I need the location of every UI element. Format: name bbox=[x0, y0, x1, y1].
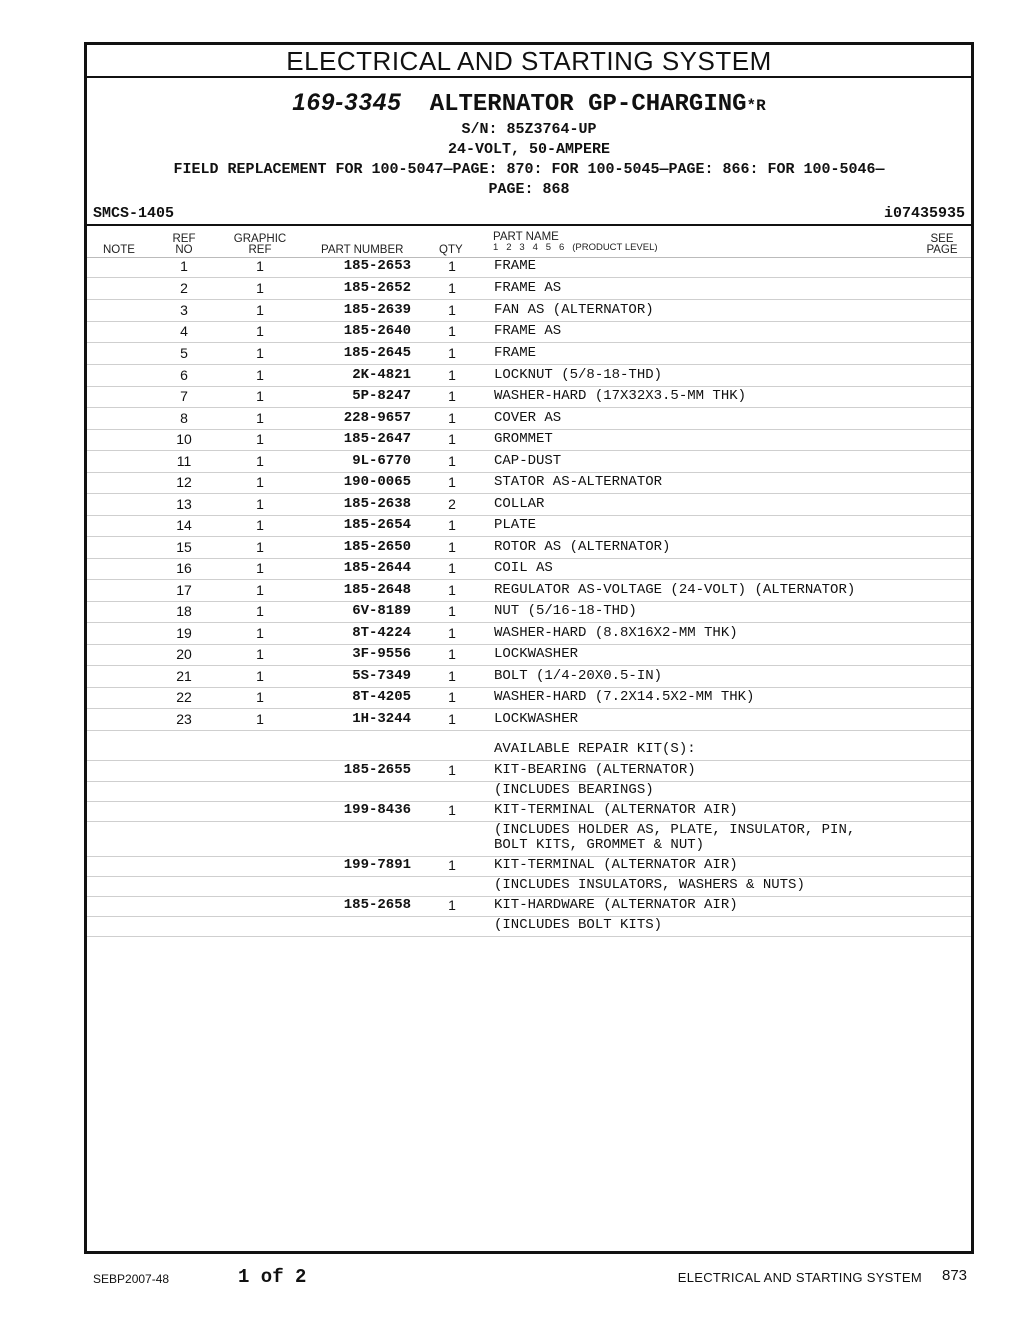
part-name: WASHER-HARD (7.2X14.5X2-MM THK) bbox=[494, 689, 755, 705]
part-name: AVAILABLE REPAIR KIT(S): bbox=[494, 741, 696, 757]
ref-no: 3 bbox=[180, 302, 188, 318]
part-name: KIT-TERMINAL (ALTERNATOR AIR) bbox=[494, 857, 738, 873]
part-name: KIT-BEARING (ALTERNATOR) bbox=[494, 762, 696, 778]
part-name: REGULATOR AS-VOLTAGE (24-VOLT) (ALTERNATOR) bbox=[494, 582, 856, 598]
qty: 1 bbox=[448, 367, 456, 383]
table-row bbox=[87, 387, 971, 408]
graphic-ref: 1 bbox=[256, 689, 264, 705]
part-number: 185-2647 bbox=[343, 431, 411, 447]
part-number: 6V-8189 bbox=[352, 603, 411, 619]
col-part-name: PART NAME bbox=[493, 231, 559, 243]
part-number: 1H-3244 bbox=[352, 711, 411, 727]
table-row bbox=[87, 709, 971, 731]
qty: 1 bbox=[448, 280, 456, 296]
col-see-top: SEE bbox=[930, 233, 954, 245]
part-name: WASHER-HARD (17X32X3.5-MM THK) bbox=[494, 388, 747, 404]
part-name: FRAME bbox=[494, 258, 537, 274]
table-row bbox=[87, 666, 971, 688]
group-title-line bbox=[87, 89, 971, 120]
section-title: ELECTRICAL AND STARTING SYSTEM bbox=[87, 45, 971, 78]
table-row bbox=[87, 822, 971, 857]
qty: 1 bbox=[448, 625, 456, 641]
graphic-ref: 1 bbox=[256, 496, 264, 512]
ref-no: 6 bbox=[180, 367, 188, 383]
graphic-ref: 1 bbox=[256, 668, 264, 684]
table-row bbox=[87, 365, 971, 387]
footer-section: ELECTRICAL AND STARTING SYSTEM bbox=[677, 1270, 922, 1285]
col-ref-bottom: NO bbox=[175, 244, 193, 256]
part-name: KIT-HARDWARE (ALTERNATOR AIR) bbox=[494, 897, 738, 913]
part-name: (INCLUDES BOLT KITS) bbox=[494, 917, 663, 933]
part-number: 185-2652 bbox=[343, 280, 411, 296]
ref-no: 8 bbox=[180, 410, 188, 426]
table-row bbox=[87, 897, 971, 917]
part-name: LOCKWASHER bbox=[494, 646, 579, 662]
graphic-ref: 1 bbox=[256, 625, 264, 641]
qty: 1 bbox=[448, 302, 456, 318]
graphic-ref: 1 bbox=[256, 474, 264, 490]
col-graphic-bottom: REF bbox=[248, 244, 272, 256]
part-number: 185-2640 bbox=[343, 323, 411, 339]
ref-no: 1 bbox=[180, 258, 188, 274]
ref-no: 20 bbox=[176, 646, 192, 662]
graphic-ref: 1 bbox=[256, 345, 264, 361]
table-row bbox=[87, 645, 971, 666]
serial-range: S/N: 85Z3764-UP bbox=[461, 121, 597, 138]
ref-no: 5 bbox=[180, 345, 188, 361]
qty: 1 bbox=[448, 431, 456, 447]
ref-no: 4 bbox=[180, 323, 188, 339]
table-row bbox=[87, 537, 971, 559]
col-qty: QTY bbox=[439, 244, 463, 256]
replacement-note-line2: PAGE: 868 bbox=[488, 181, 570, 198]
qty: 1 bbox=[448, 689, 456, 705]
table-row bbox=[87, 782, 971, 802]
graphic-ref: 1 bbox=[256, 539, 264, 555]
part-name: COLLAR bbox=[494, 496, 545, 512]
ref-no: 21 bbox=[176, 668, 192, 684]
qty: 1 bbox=[448, 345, 456, 361]
part-number: 199-8436 bbox=[343, 802, 411, 818]
part-name: (INCLUDES INSULATORS, WASHERS & NUTS) bbox=[494, 877, 805, 893]
header-divider bbox=[87, 224, 971, 226]
part-name: FRAME AS bbox=[494, 280, 562, 296]
ref-no: 19 bbox=[176, 625, 192, 641]
graphic-ref: 1 bbox=[256, 302, 264, 318]
qty: 2 bbox=[448, 496, 456, 512]
table-row bbox=[87, 494, 971, 516]
qty: 1 bbox=[448, 539, 456, 555]
col-part-number: PART NUMBER bbox=[321, 244, 404, 256]
qty: 1 bbox=[448, 560, 456, 576]
part-name: KIT-TERMINAL (ALTERNATOR AIR) bbox=[494, 802, 738, 818]
part-number: 2K-4821 bbox=[352, 367, 411, 383]
qty: 1 bbox=[448, 453, 456, 469]
table-row bbox=[87, 688, 971, 709]
table-row bbox=[87, 917, 971, 937]
table-row bbox=[87, 343, 971, 365]
graphic-ref: 1 bbox=[256, 603, 264, 619]
graphic-ref: 1 bbox=[256, 258, 264, 274]
part-number: 185-2658 bbox=[343, 897, 411, 913]
part-name: LOCKWASHER bbox=[494, 711, 579, 727]
table-row bbox=[87, 857, 971, 877]
col-graphic-top: GRAPHIC bbox=[233, 233, 287, 245]
ref-no: 11 bbox=[176, 453, 192, 469]
col-see-bottom: PAGE bbox=[926, 244, 958, 256]
part-name: LOCKNUT (5/8-18-THD) bbox=[494, 367, 663, 383]
ref-no: 13 bbox=[176, 496, 192, 512]
part-name: COIL AS bbox=[494, 560, 553, 576]
table-row bbox=[87, 877, 971, 897]
smcs-code: SMCS-1405 bbox=[93, 205, 175, 222]
table-row bbox=[87, 300, 971, 322]
footer-page-of: 1 of 2 bbox=[238, 1266, 307, 1288]
table-row bbox=[87, 761, 971, 782]
part-name: FRAME bbox=[494, 345, 537, 361]
part-name: WASHER-HARD (8.8X16X2-MM THK) bbox=[494, 625, 738, 641]
part-name: PLATE bbox=[494, 517, 537, 533]
column-headers bbox=[87, 229, 971, 258]
part-number: 199-7891 bbox=[343, 857, 411, 873]
graphic-ref: 1 bbox=[256, 431, 264, 447]
graphic-ref: 1 bbox=[256, 280, 264, 296]
part-name: CAP-DUST bbox=[494, 453, 562, 469]
part-name: (INCLUDES BEARINGS) bbox=[494, 782, 654, 798]
part-name: BOLT (1/4-20X0.5-IN) bbox=[494, 668, 663, 684]
qty: 1 bbox=[448, 323, 456, 339]
part-number: 185-2653 bbox=[343, 258, 411, 274]
part-name: COVER AS bbox=[494, 410, 562, 426]
ref-no: 10 bbox=[176, 431, 192, 447]
qty: 1 bbox=[448, 388, 456, 404]
table-row bbox=[87, 451, 971, 473]
ref-no: 12 bbox=[176, 474, 192, 490]
part-number: 9L-6770 bbox=[352, 453, 411, 469]
part-number: 5P-8247 bbox=[352, 388, 411, 404]
footer-page-number: 873 bbox=[942, 1267, 968, 1284]
table-row bbox=[87, 257, 971, 278]
graphic-ref: 1 bbox=[256, 646, 264, 662]
ref-no: 16 bbox=[176, 560, 192, 576]
table-row bbox=[87, 602, 971, 623]
part-name: FRAME AS bbox=[494, 323, 562, 339]
part-number: 185-2655 bbox=[343, 762, 411, 778]
table-row bbox=[87, 559, 971, 580]
table-row bbox=[87, 473, 971, 494]
col-product-level: 1 2 3 4 5 6 (PRODUCT LEVEL) bbox=[493, 242, 658, 253]
qty: 1 bbox=[448, 897, 456, 913]
graphic-ref: 1 bbox=[256, 453, 264, 469]
rating: 24-VOLT, 50-AMPERE bbox=[447, 141, 611, 158]
part-number: 228-9657 bbox=[343, 410, 411, 426]
ref-no: 23 bbox=[176, 711, 192, 727]
part-number: 185-2654 bbox=[343, 517, 411, 533]
part-number: 185-2650 bbox=[343, 539, 411, 555]
graphic-ref: 1 bbox=[256, 410, 264, 426]
ref-no: 2 bbox=[180, 280, 188, 296]
ref-no: 14 bbox=[176, 517, 192, 533]
qty: 1 bbox=[448, 258, 456, 274]
qty: 1 bbox=[448, 668, 456, 684]
part-number: 185-2638 bbox=[343, 496, 411, 512]
qty: 1 bbox=[448, 474, 456, 490]
replacement-note-line1: FIELD REPLACEMENT FOR 100-5047—PAGE: 870: FOR 100-5045—PAGE: 866: FOR 100-5046— bbox=[173, 161, 885, 178]
graphic-ref: 1 bbox=[256, 560, 264, 576]
part-number: 185-2644 bbox=[343, 560, 411, 576]
col-ref-top: REF bbox=[172, 233, 196, 245]
part-number: 190-0065 bbox=[343, 474, 411, 490]
graphic-ref: 1 bbox=[256, 582, 264, 598]
part-number: 185-2645 bbox=[343, 345, 411, 361]
part-number: 8T-4205 bbox=[352, 689, 411, 705]
table-row bbox=[87, 278, 971, 300]
part-number: 8T-4224 bbox=[352, 625, 411, 641]
qty: 1 bbox=[448, 517, 456, 533]
group-header bbox=[87, 89, 971, 200]
part-name: ROTOR AS (ALTERNATOR) bbox=[494, 539, 671, 555]
ref-no: 22 bbox=[176, 689, 192, 705]
part-number: 5S-7349 bbox=[352, 668, 411, 684]
group-part-number: 169-3345 bbox=[292, 89, 402, 116]
graphic-ref: 1 bbox=[256, 517, 264, 533]
table-row bbox=[87, 430, 971, 451]
qty: 1 bbox=[448, 857, 456, 873]
qty: 1 bbox=[448, 802, 456, 818]
table-row bbox=[87, 516, 971, 537]
graphic-ref: 1 bbox=[256, 367, 264, 383]
part-number: 185-2639 bbox=[343, 302, 411, 318]
table-row bbox=[87, 322, 971, 343]
part-name: STATOR AS-ALTERNATOR bbox=[494, 474, 663, 490]
ref-no: 17 bbox=[176, 582, 192, 598]
part-number: 3F-9556 bbox=[352, 646, 411, 662]
qty: 1 bbox=[448, 603, 456, 619]
table-row bbox=[87, 408, 971, 430]
qty: 1 bbox=[448, 762, 456, 778]
table-row bbox=[87, 802, 971, 822]
ref-no: 15 bbox=[176, 539, 192, 555]
qty: 1 bbox=[448, 711, 456, 727]
qty: 1 bbox=[448, 646, 456, 662]
qty: 1 bbox=[448, 410, 456, 426]
part-number: 185-2648 bbox=[343, 582, 411, 598]
group-name: ALTERNATOR GP-CHARGING bbox=[429, 91, 747, 118]
table-row bbox=[87, 731, 971, 761]
part-name: NUT (5/16-18-THD) bbox=[494, 603, 637, 619]
graphic-ref: 1 bbox=[256, 388, 264, 404]
page-frame bbox=[84, 42, 974, 1254]
part-name: GROMMET bbox=[494, 431, 553, 447]
illustration-id: i07435935 bbox=[883, 205, 965, 222]
graphic-ref: 1 bbox=[256, 711, 264, 727]
group-suffix: *R bbox=[746, 97, 766, 115]
footer-doc-id: SEBP2007-48 bbox=[93, 1272, 170, 1286]
table-row bbox=[87, 623, 971, 645]
graphic-ref: 1 bbox=[256, 323, 264, 339]
ref-no: 18 bbox=[176, 603, 192, 619]
qty: 1 bbox=[448, 582, 456, 598]
table-row bbox=[87, 580, 971, 602]
ref-no: 7 bbox=[180, 388, 188, 404]
col-note: NOTE bbox=[103, 244, 135, 256]
part-name: FAN AS (ALTERNATOR) bbox=[494, 302, 654, 318]
part-name: (INCLUDES HOLDER AS, PLATE, INSULATOR, PIN, BOLT KITS, GROMMET & NUT) bbox=[494, 822, 856, 853]
